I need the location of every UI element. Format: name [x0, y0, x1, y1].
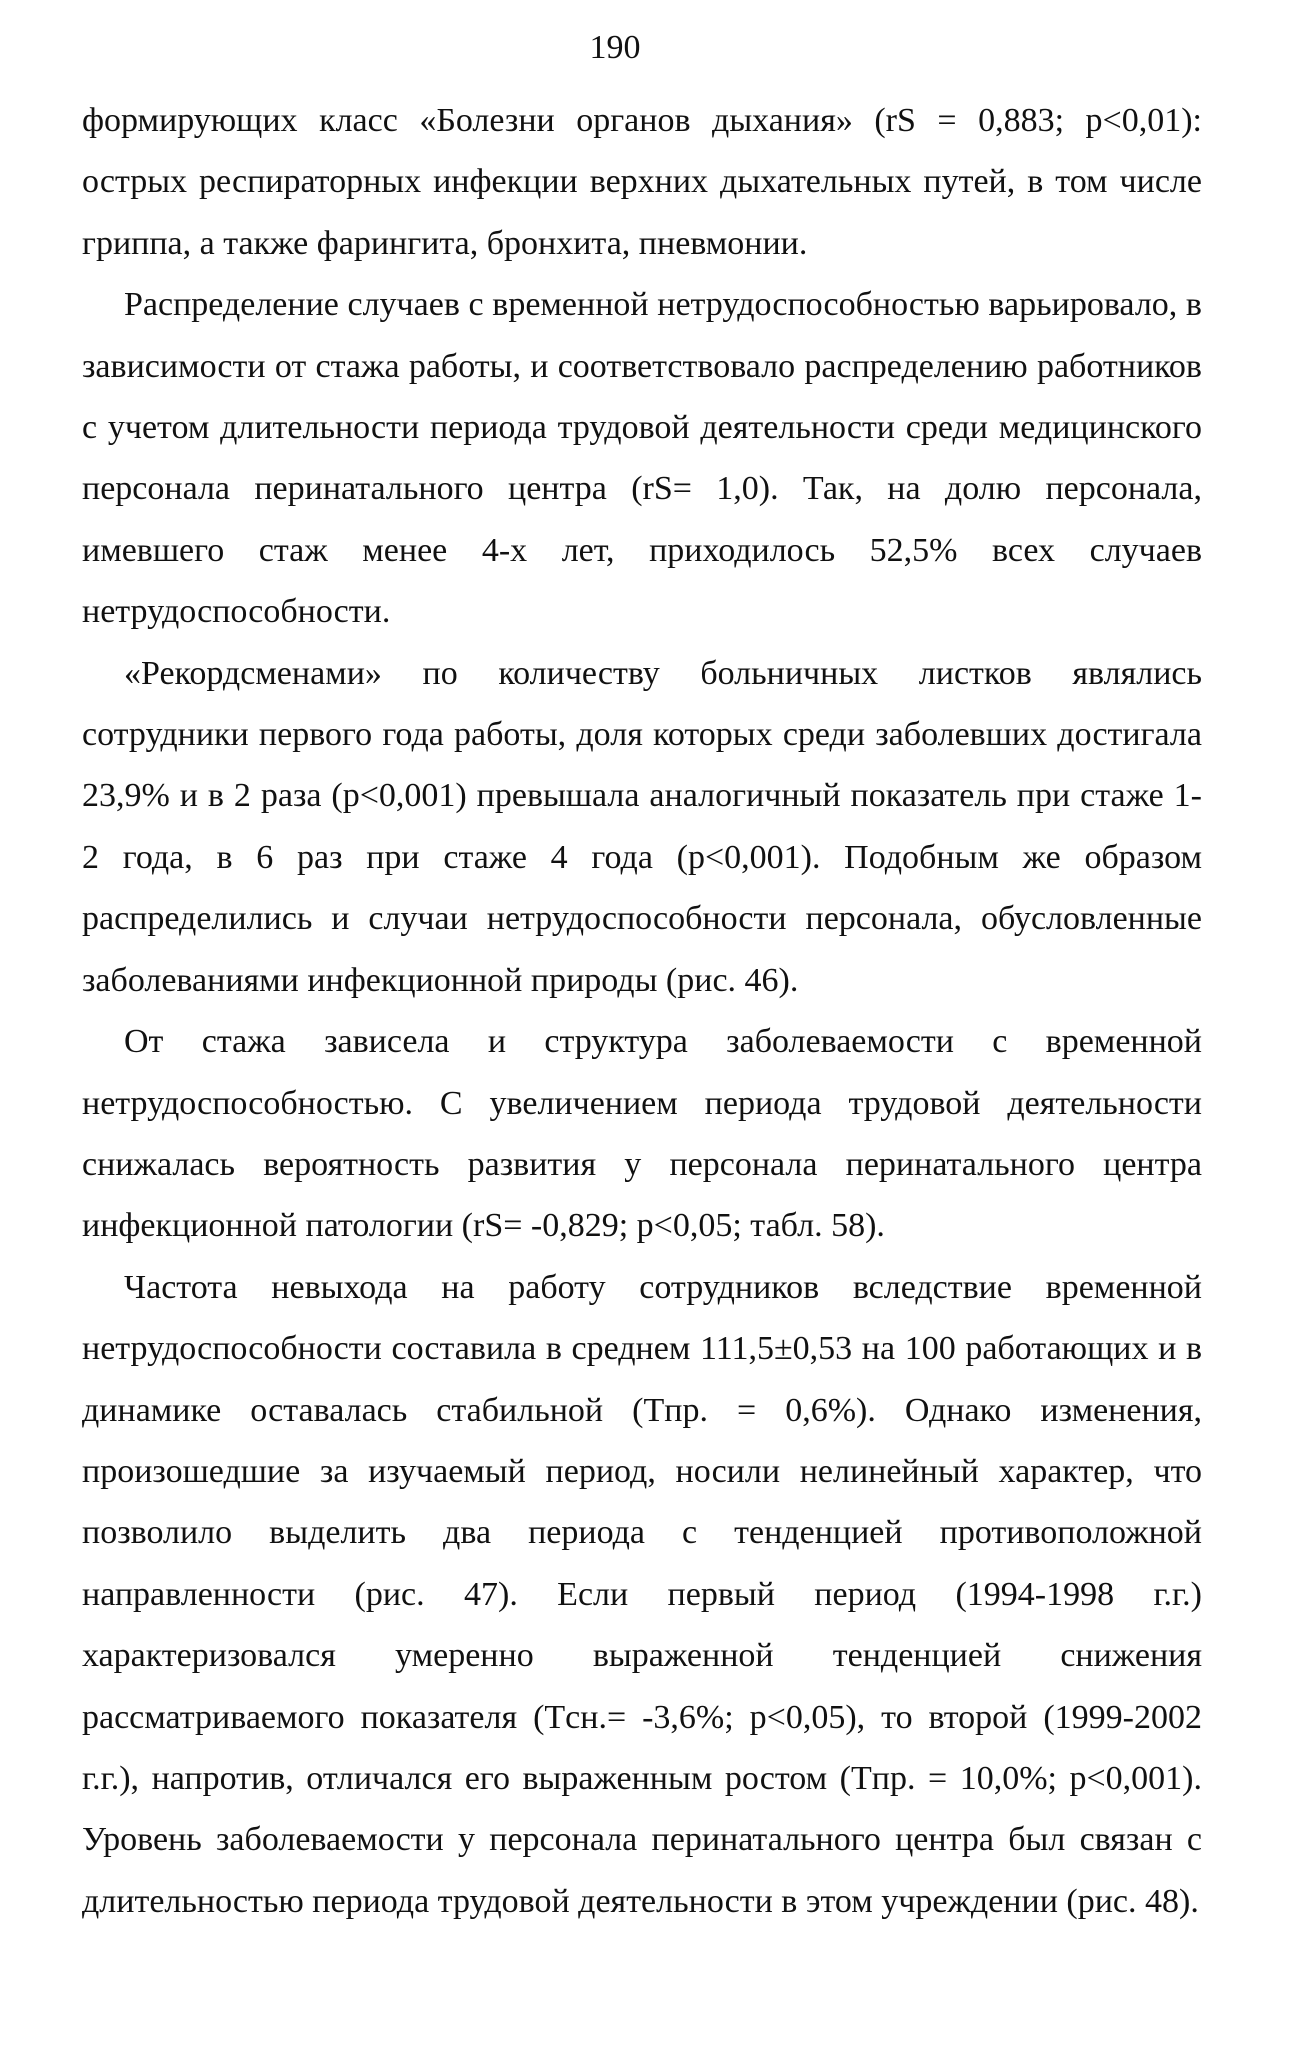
page-number: 190 — [589, 29, 641, 66]
paragraph-2: Распределение случаев с временной нетрудоспособностью варьировало, в зависимости от стажа работы, и соответствовало распределению работников с учетом длительности периода трудовой деятельности среди медицинского персонала перинатального центра (rS= 1,0). Так, на долю персонала, имевшего стаж менее 4-х лет, приходилось 52,5% всех случаев нетрудоспособности. — [82, 286, 1202, 631]
paragraph-4: От стажа зависела и структура заболеваемости с временной нетрудоспособностью. С увеличением периода трудовой деятельности снижалась вероятность развития у персонала перинатального центра инфекционной патологии (rS= -0,829; p<0,05; табл. 58). — [82, 1023, 1202, 1245]
paragraph-3: «Рекордсменами» по количеству больничных листков являлись сотрудники первого года работы, доля которых среди заболевших достигала 23,9% и в 2 раза (p<0,001) превышала аналогичный показатель при стаже 1-2 года, в 6 раз при стаже 4 года (p<0,001). Подобным же образом распределились и случаи нетрудоспособности персонала, обусловленные заболеваниями инфекционной природы (рис. 46). — [82, 654, 1202, 999]
body-text — [82, 90, 1202, 1932]
paragraph-1: формирующих класс «Болезни органов дыхания» (rS = 0,883; p<0,01): острых респираторных инфекции верхних дыхательных путей, в том числе гриппа, а также фарингита, бронхита, пневмонии. — [82, 102, 1202, 262]
paragraph-5: Частота невыхода на работу сотрудников вследствие временной нетрудоспособности составила в среднем 111,5±0,53 на 100 работающих и в динамике оставалась стабильной (Tпр. = 0,6%). Однако изменения, произошедшие за изучаемый период, носили нелинейный характер, что позволило выделить два периода с тенденцией противоположной направленности (рис. 47). Если первый период (1994-1998 г.г.) характеризовался умеренно выраженной тенденцией снижения рассматриваемого показателя (Tсн.= -3,6%; p<0,05), то второй (1999-2002 г.г.), напротив, отличался его выраженным ростом (Tпр. = 10,0%; p<0,001). Уровень заболеваемости у персонала перинатального центра был связан с длительностью периода трудовой деятельности в этом учреждении (рис. 48). — [82, 1268, 1202, 1920]
